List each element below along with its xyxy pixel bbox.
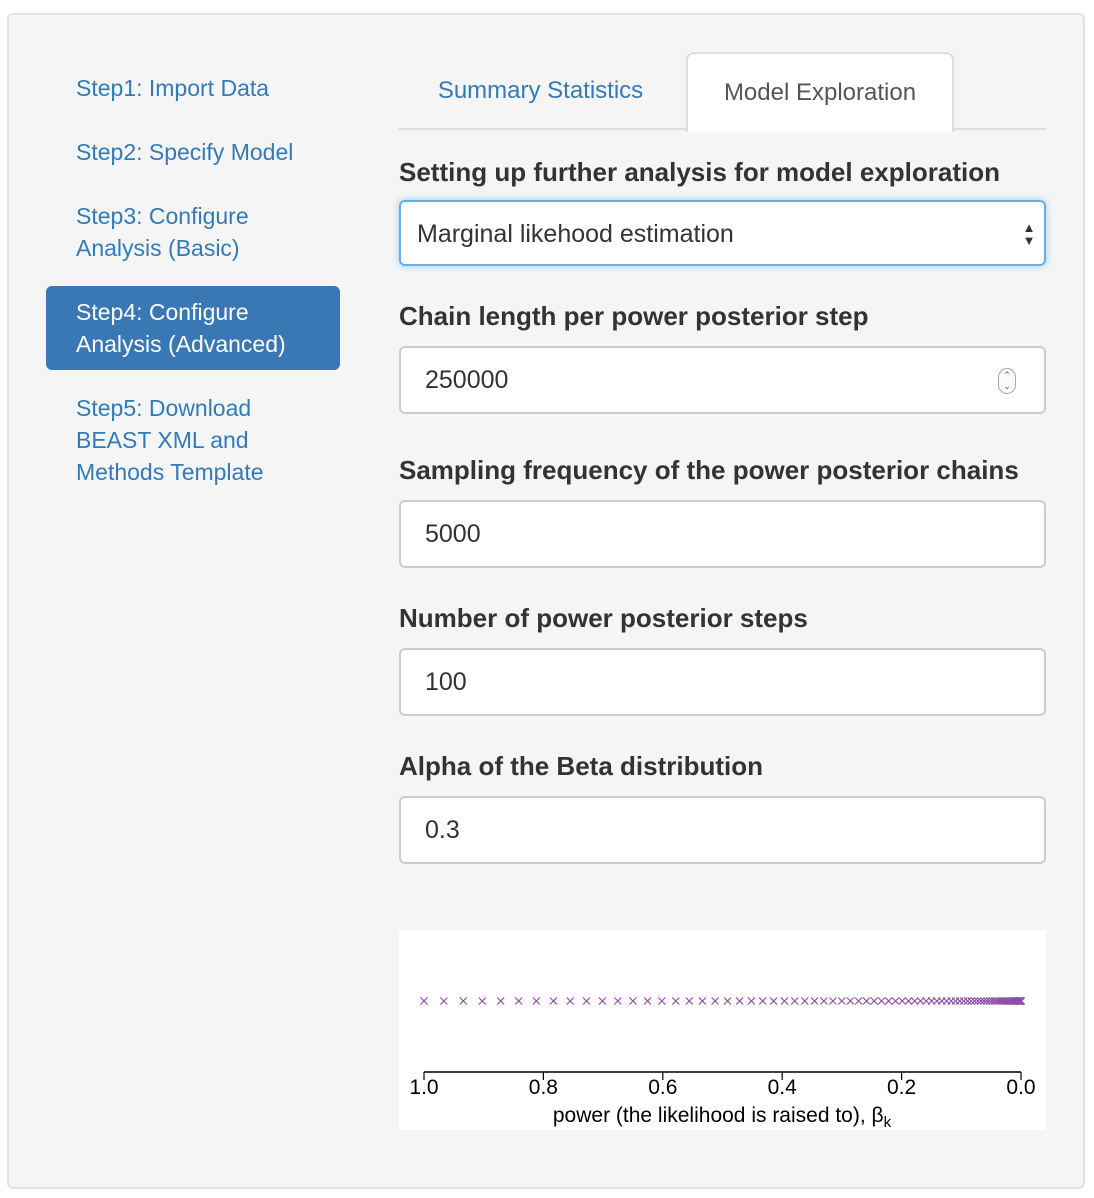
marker-point bbox=[878, 998, 885, 1005]
power-steps-input[interactable] bbox=[399, 648, 1046, 716]
marker-point bbox=[811, 998, 818, 1005]
power-steps-value: 100 bbox=[425, 668, 467, 696]
marker-point bbox=[658, 998, 665, 1005]
marker-point bbox=[583, 998, 590, 1005]
marker-point bbox=[905, 998, 912, 1005]
power-posterior-plot bbox=[399, 930, 1046, 1130]
marker-point bbox=[770, 998, 777, 1005]
nav-step3-configure-basic[interactable]: Step3: Configure Analysis (Basic) bbox=[76, 203, 249, 261]
x-axis-ticks bbox=[409, 1072, 1035, 1099]
nav-step2-specify-model[interactable]: Step2: Specify Model bbox=[76, 139, 294, 165]
x-axis-label-subscript: k bbox=[883, 1114, 892, 1130]
x-tick-label: 0.0 bbox=[1006, 1076, 1036, 1099]
marker-point bbox=[781, 998, 788, 1005]
marker-point bbox=[724, 998, 731, 1005]
marker-point bbox=[712, 998, 719, 1005]
chain-length-input[interactable] bbox=[399, 346, 1046, 414]
marker-point bbox=[748, 998, 755, 1005]
marker-point bbox=[686, 998, 693, 1005]
chain-length-value: 250000 bbox=[425, 366, 509, 394]
x-tick-label: 0.6 bbox=[648, 1076, 678, 1099]
marker-point bbox=[421, 998, 428, 1005]
tab-model-exploration[interactable]: Model Exploration bbox=[686, 52, 954, 132]
marker-point bbox=[838, 998, 845, 1005]
marker-point bbox=[885, 998, 892, 1005]
select-arrows-icon: ▲ ▼ bbox=[1022, 220, 1036, 248]
x-axis-label-text: power (the likelihood is raised to), β bbox=[552, 1104, 884, 1127]
marker-point bbox=[847, 998, 854, 1005]
chart-markers bbox=[421, 998, 1025, 1005]
marker-point bbox=[699, 998, 706, 1005]
marker-point bbox=[479, 998, 486, 1005]
analysis-type-value: Marginal likehood estimation bbox=[417, 220, 734, 248]
x-tick-label: 1.0 bbox=[409, 1076, 439, 1099]
marker-point bbox=[759, 998, 766, 1005]
marker-point bbox=[644, 998, 651, 1005]
marker-point bbox=[599, 998, 606, 1005]
marker-point bbox=[672, 998, 679, 1005]
alpha-value: 0.3 bbox=[425, 816, 460, 844]
marker-point bbox=[871, 998, 878, 1005]
sampling-frequency-label: Sampling frequency of the power posterior chains bbox=[399, 455, 1019, 485]
analysis-type-select[interactable] bbox=[399, 200, 1046, 266]
tab-bar bbox=[399, 52, 1046, 130]
sampling-frequency-value: 5000 bbox=[425, 520, 481, 548]
alpha-input[interactable] bbox=[399, 796, 1046, 864]
marker-point bbox=[917, 998, 924, 1005]
marker-point bbox=[855, 998, 862, 1005]
power-distribution-chart bbox=[399, 930, 1046, 1130]
marker-point bbox=[899, 998, 906, 1005]
main-content bbox=[399, 52, 1046, 864]
marker-point bbox=[863, 998, 870, 1005]
marker-point bbox=[964, 998, 971, 1005]
sidebar-nav bbox=[46, 62, 340, 510]
marker-point bbox=[820, 998, 827, 1005]
analysis-type-label: Setting up further analysis for model exploration bbox=[399, 157, 1000, 187]
nav-step4-configure-advanced[interactable]: Step4: Configure Analysis (Advanced) bbox=[46, 286, 340, 370]
tab-summary-statistics[interactable]: Summary Statistics bbox=[437, 77, 644, 104]
x-tick-label: 0.4 bbox=[767, 1076, 797, 1099]
marker-point bbox=[440, 998, 447, 1005]
number-spinner-icon[interactable]: ⌃ ⌄ bbox=[998, 368, 1016, 394]
power-steps-label: Number of power posterior steps bbox=[399, 603, 808, 633]
marker-point bbox=[968, 998, 975, 1005]
alpha-label: Alpha of the Beta distribution bbox=[399, 751, 763, 781]
marker-point bbox=[533, 998, 540, 1005]
marker-point bbox=[515, 998, 522, 1005]
marker-point bbox=[629, 998, 636, 1005]
marker-point bbox=[791, 998, 798, 1005]
nav-step5-download[interactable]: Step5: Download BEAST XML and Methods Template bbox=[76, 395, 264, 485]
marker-point bbox=[614, 998, 621, 1005]
marker-point bbox=[801, 998, 808, 1005]
marker-point bbox=[892, 998, 899, 1005]
marker-point bbox=[829, 998, 836, 1005]
x-tick-label: 0.2 bbox=[886, 1076, 917, 1099]
x-axis-label bbox=[553, 1104, 892, 1130]
nav-step1-import-data[interactable]: Step1: Import Data bbox=[76, 75, 270, 101]
marker-point bbox=[960, 998, 967, 1005]
marker-point bbox=[550, 998, 557, 1005]
sampling-frequency-input[interactable] bbox=[399, 500, 1046, 568]
marker-point bbox=[911, 998, 918, 1005]
marker-point bbox=[567, 998, 574, 1005]
x-tick-label: 0.8 bbox=[528, 1076, 559, 1099]
marker-point bbox=[736, 998, 743, 1005]
marker-point bbox=[460, 998, 467, 1005]
marker-point bbox=[497, 998, 504, 1005]
chain-length-label: Chain length per power posterior step bbox=[399, 301, 869, 331]
